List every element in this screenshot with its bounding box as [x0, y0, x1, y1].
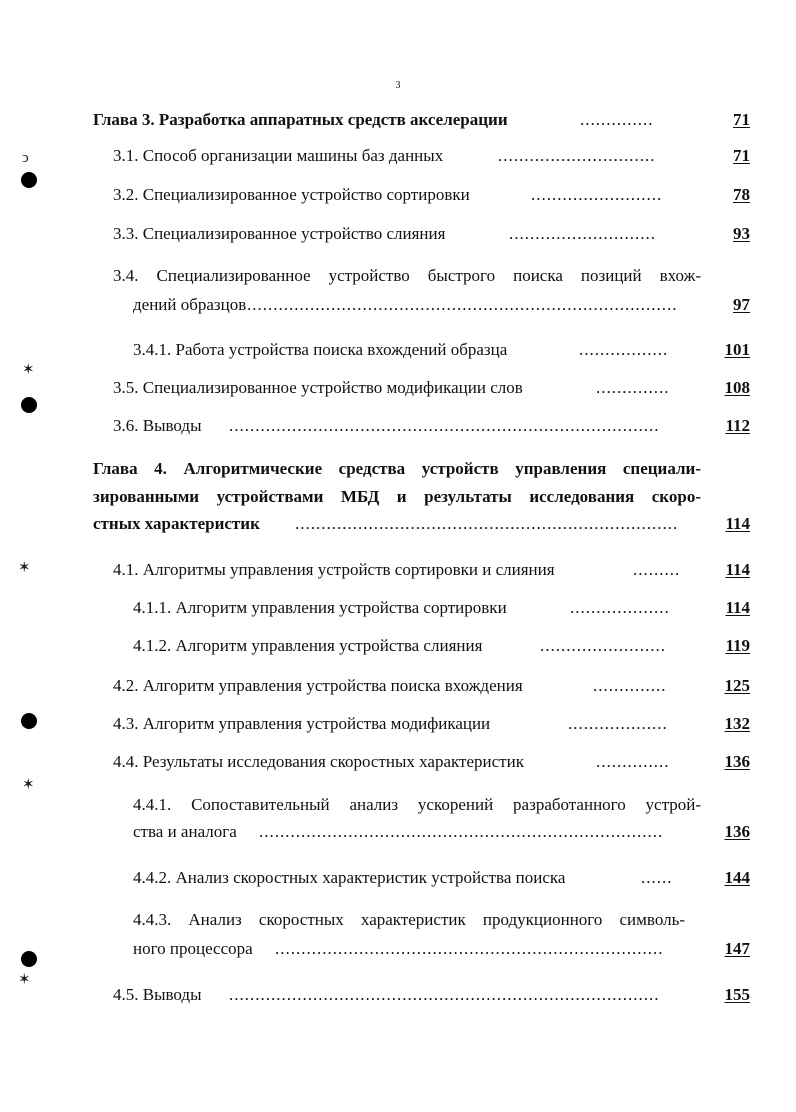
- page-ref: 71: [733, 146, 750, 165]
- entry-label: 4.3. Алгоритм управления устройства модификации: [113, 714, 491, 733]
- page-ref: 97: [733, 295, 750, 314]
- leader-dots: ..................................................................................: [229, 985, 660, 1004]
- entry-label: 3.4.1. Работа устройства поиска вхождений образца: [133, 340, 508, 359]
- entry-label: 4.1.2. Алгоритм управления устройства слияния: [133, 636, 483, 655]
- toc-entry-line1: 4.4.3. Анализ скоростных характеристик продукционного символь-: [133, 910, 685, 929]
- page-ref: 136: [724, 752, 750, 771]
- scan-mark-icon: ✶: [22, 777, 35, 793]
- scan-mark-icon: ✶: [18, 560, 31, 576]
- leader-dots: .............................................................................: [259, 822, 664, 841]
- leader-dots: ............................: [509, 224, 656, 243]
- page-number: 3: [395, 80, 401, 91]
- page-ref: 119: [725, 636, 750, 655]
- leader-dots: ......: [641, 868, 673, 887]
- leader-dots: ..............................: [498, 146, 656, 165]
- leader-dots: ..............: [593, 676, 667, 695]
- punch-hole: [21, 713, 37, 729]
- page-ref: 136: [724, 822, 750, 841]
- page-ref: 147: [724, 939, 750, 958]
- entry-label: 4.2. Алгоритм управления устройства поиска вхождения: [113, 676, 523, 695]
- chapter-title-line1: Глава 4. Алгоритмические средства устройств управления специали-: [93, 459, 701, 478]
- entry-label: 3.3. Специализированное устройство слияния: [113, 224, 446, 243]
- page-ref: 112: [725, 416, 750, 435]
- leader-dots: ...................: [570, 598, 670, 617]
- entry-label: 3.6. Выводы: [113, 416, 202, 435]
- entry-label: 4.1. Алгоритмы управления устройств сортировки и слияния: [113, 560, 555, 579]
- page-ref: 71: [733, 110, 750, 129]
- page-ref: 114: [725, 514, 750, 533]
- leader-dots: ..............: [596, 752, 670, 771]
- leader-dots: ..............: [580, 110, 654, 129]
- entry-label: 3.1. Способ организации машины баз данных: [113, 146, 444, 165]
- leader-dots: .........................................................................: [295, 514, 679, 533]
- leader-dots: ........................: [540, 636, 666, 655]
- page-ref: 108: [724, 378, 750, 397]
- page-ref: 101: [724, 340, 750, 359]
- leader-dots: ...................: [568, 714, 668, 733]
- entry-label: 4.1.1. Алгоритм управления устройства сортировки: [133, 598, 507, 617]
- leader-dots: ..................................................................................: [247, 295, 678, 314]
- toc-entry-line1: 3.4. Специализированное устройство быстрого поиска позиций вхож-: [113, 266, 701, 285]
- page-ref: 114: [725, 598, 750, 617]
- entry-label: 4.4. Результаты исследования скоростных характеристик: [113, 752, 524, 771]
- entry-label: 3.2. Специализированное устройство сортировки: [113, 185, 470, 204]
- page-ref: 114: [725, 560, 750, 579]
- scan-mark-icon: ✶: [18, 972, 31, 988]
- leader-dots: .........................: [531, 185, 663, 204]
- leader-dots: ..................................................................................: [229, 416, 660, 435]
- leader-dots: .................: [579, 340, 669, 359]
- page-ref: 78: [733, 185, 750, 204]
- punch-hole: [21, 172, 37, 188]
- punch-hole: [21, 397, 37, 413]
- chapter-title-line3: стных характеристик: [93, 514, 260, 533]
- chapter-title: Глава 3. Разработка аппаратных средств акселерации: [93, 110, 508, 129]
- page-ref: 155: [724, 985, 750, 1004]
- punch-hole: [21, 951, 37, 967]
- entry-label: дений образцов: [133, 295, 247, 314]
- entry-label: 4.4.2. Анализ скоростных характеристик устройства поиска: [133, 868, 566, 887]
- leader-dots: ..............: [596, 378, 670, 397]
- entry-label: ства и аналога: [133, 822, 237, 841]
- scan-mark-icon: ↄ: [22, 150, 29, 166]
- page-ref: 144: [724, 868, 750, 887]
- leader-dots: .........: [633, 560, 681, 579]
- page-ref: 132: [724, 714, 750, 733]
- entry-label: 4.5. Выводы: [113, 985, 202, 1004]
- chapter-title-line2: зированными устройствами МБД и результаты исследования скоро-: [93, 487, 701, 506]
- leader-dots: ..........................................................................: [275, 939, 664, 958]
- entry-label: ного процессора: [133, 939, 253, 958]
- entry-label: 3.5. Специализированное устройство модификации слов: [113, 378, 523, 397]
- scan-mark-icon: ✶: [22, 362, 35, 378]
- page-ref: 93: [733, 224, 750, 243]
- page-ref: 125: [724, 676, 750, 695]
- toc-entry-line1: 4.4.1. Сопоставительный анализ ускорений разработанного устрой-: [133, 795, 701, 814]
